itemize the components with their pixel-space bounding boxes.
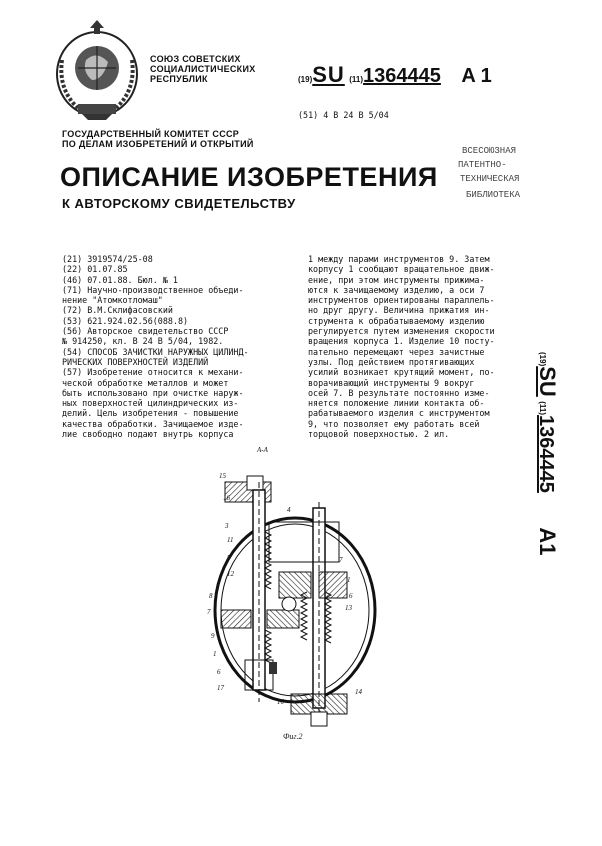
biblio-line: (46) 07.01.88. Бюл. № 1 — [62, 274, 178, 285]
figure-label: 15 — [219, 472, 226, 480]
figure-caption: Фиг.2 — [283, 732, 303, 741]
org-line: СОЮЗ СОВЕТСКИХ — [150, 54, 241, 64]
abstract-line: усилий возникает крутящий момент, по- — [308, 367, 495, 378]
abstract-line: струмента к обрабатываемому изделию — [308, 315, 485, 326]
abstract-line: ение, при этом инструменты прижима- — [308, 274, 485, 285]
committee-line: ГОСУДАРСТВЕННЫЙ КОМИТЕТ СССР — [62, 129, 240, 139]
side-su: SU — [535, 366, 560, 397]
figure-label: 4 — [287, 506, 291, 514]
abstract-line: рабатываемого изделия с инструментом — [308, 408, 490, 419]
biblio-line: нение "Атомкотломаш" — [62, 295, 163, 306]
biblio-line: (21) 3919574/25-08 — [62, 254, 153, 264]
patent-number-line — [298, 62, 492, 88]
figure-label: 3 — [225, 522, 229, 530]
biblio-line: РИЧЕСКИХ ПОВЕРХНОСТЕЙ ИЗДЕЛИЙ — [62, 356, 209, 367]
side-kind: A1 — [535, 527, 560, 556]
figure-label: 6 — [349, 592, 353, 600]
figure-label: 6 — [217, 668, 221, 676]
biblio-line: ных поверхностей цилиндрических из- — [62, 398, 239, 409]
document-title: ОПИСАНИЕ ИЗОБРЕТЕНИЯ — [60, 162, 438, 192]
code11: (11) — [349, 75, 364, 84]
committee — [62, 129, 254, 149]
abstract-line: инструментов ориентированы параллель- — [308, 295, 495, 306]
biblio-line: (53) 621.924.02.56(088.8) — [62, 315, 189, 326]
stamp-line: БИБЛИОТЕКА — [466, 190, 521, 200]
biblio-line: делий. Цель изобретения - повышение — [62, 408, 239, 419]
abstract-line: вращения корпуса 1. Изделие 10 посту- — [308, 336, 495, 347]
side-patent-number — [534, 352, 560, 556]
figure-label: 7 — [207, 608, 211, 616]
figure-label: 11 — [227, 536, 234, 544]
figure-label: 5 — [227, 554, 231, 562]
abstract-line: но друг другу. Величина прижатия ин- — [308, 305, 490, 316]
figure-label: 8 — [209, 592, 213, 600]
ipc-class: (51) 4 B 24 B 5/04 — [298, 110, 389, 120]
org-line: РЕСПУБЛИК — [150, 74, 208, 84]
stamp-line: ВСЕСОЮЗНАЯ — [462, 146, 517, 156]
patent-number: 1364445 — [363, 65, 441, 87]
biblio-line: качества обработки. Зачищаемое изде- — [62, 418, 244, 429]
side-code11: (11) — [538, 401, 547, 416]
stamp-line: ПАТЕНТНО- — [458, 160, 507, 170]
su-mark: SU — [312, 62, 345, 87]
biblio-line: ческой обработке металлов и может — [62, 377, 229, 388]
abstract-line: ются к зачищаемому изделию, а оси 7 — [308, 284, 485, 295]
committee-line: ПО ДЕЛАМ ИЗОБРЕТЕНИЙ И ОТКРЫТИЙ — [62, 139, 254, 149]
bibliography-column — [62, 254, 249, 439]
side-code19: (19) — [538, 352, 547, 367]
figure-label: 1 — [213, 650, 217, 658]
figure-label: 17 — [217, 684, 224, 692]
biblio-line: (56) Авторское свидетельство СССР — [62, 326, 229, 337]
biblio-line: (72) В.М.Склифасовский — [62, 305, 173, 316]
biblio-line: № 914250, кл. B 24 B 5/04, 1982. — [62, 336, 224, 347]
figure-label: 9 — [211, 632, 215, 640]
org-name — [150, 54, 256, 84]
side-number: 1364445 — [535, 415, 557, 493]
stamp-line: ТЕХНИЧЕСКАЯ — [460, 174, 520, 184]
abstract-line: няется положение линии контакта об- — [308, 398, 485, 409]
abstract-line: ворачивающий инструменты 9 вокруг — [308, 377, 475, 388]
abstract-line: 1 между парами инструментов 9. Затем — [308, 254, 490, 264]
section-label: А-А — [257, 446, 268, 454]
biblio-line: (71) Научно-производственное объеди- — [62, 284, 244, 295]
library-stamp — [438, 142, 558, 208]
biblio-line: (54) СПОСОБ ЗАЧИСТКИ НАРУЖНЫХ ЦИЛИНД- — [62, 346, 249, 357]
figure-label: 10 — [277, 698, 284, 706]
org-line: СОЦИАЛИСТИЧЕСКИХ — [150, 64, 256, 74]
figure-label: 14 — [355, 688, 362, 696]
figure-label: 1 — [347, 576, 351, 584]
kind-code: A 1 — [461, 65, 492, 87]
abstract-line: узлы. Под действием протягивающих — [308, 356, 475, 367]
abstract-line: пательно перемещают через зачистные — [308, 346, 485, 357]
abstract-column — [308, 254, 495, 439]
technical-figure — [195, 446, 385, 752]
figure-label: 12 — [227, 570, 234, 578]
code19: (19) — [298, 75, 313, 84]
abstract-line: 9, что позволяет ему работать всей — [308, 418, 480, 429]
figure-label: 13 — [345, 604, 352, 612]
abstract-line: корпусу 1 сообщают вращательное движ- — [308, 264, 495, 275]
abstract-line: торцовой поверхностью. 2 ил. — [308, 429, 450, 440]
biblio-line: (57) Изобретение относится к механи- — [62, 367, 244, 378]
abstract-line: регулируется путем изменения скорости — [308, 326, 495, 337]
abstract-line: осей 7. В результате постоянно изме- — [308, 387, 490, 398]
biblio-line: лие свободно подают внутрь корпуса — [62, 429, 234, 440]
document-subtitle: К АВТОРСКОМУ СВИДЕТЕЛЬСТВУ — [62, 196, 296, 211]
figure-label: 7 — [339, 556, 343, 564]
biblio-line: (22) 01.07.85 — [62, 264, 128, 275]
state-emblem — [48, 20, 146, 124]
biblio-line: быть использовано при очистке наруж- — [62, 387, 244, 398]
figure-label: 16 — [223, 494, 230, 502]
